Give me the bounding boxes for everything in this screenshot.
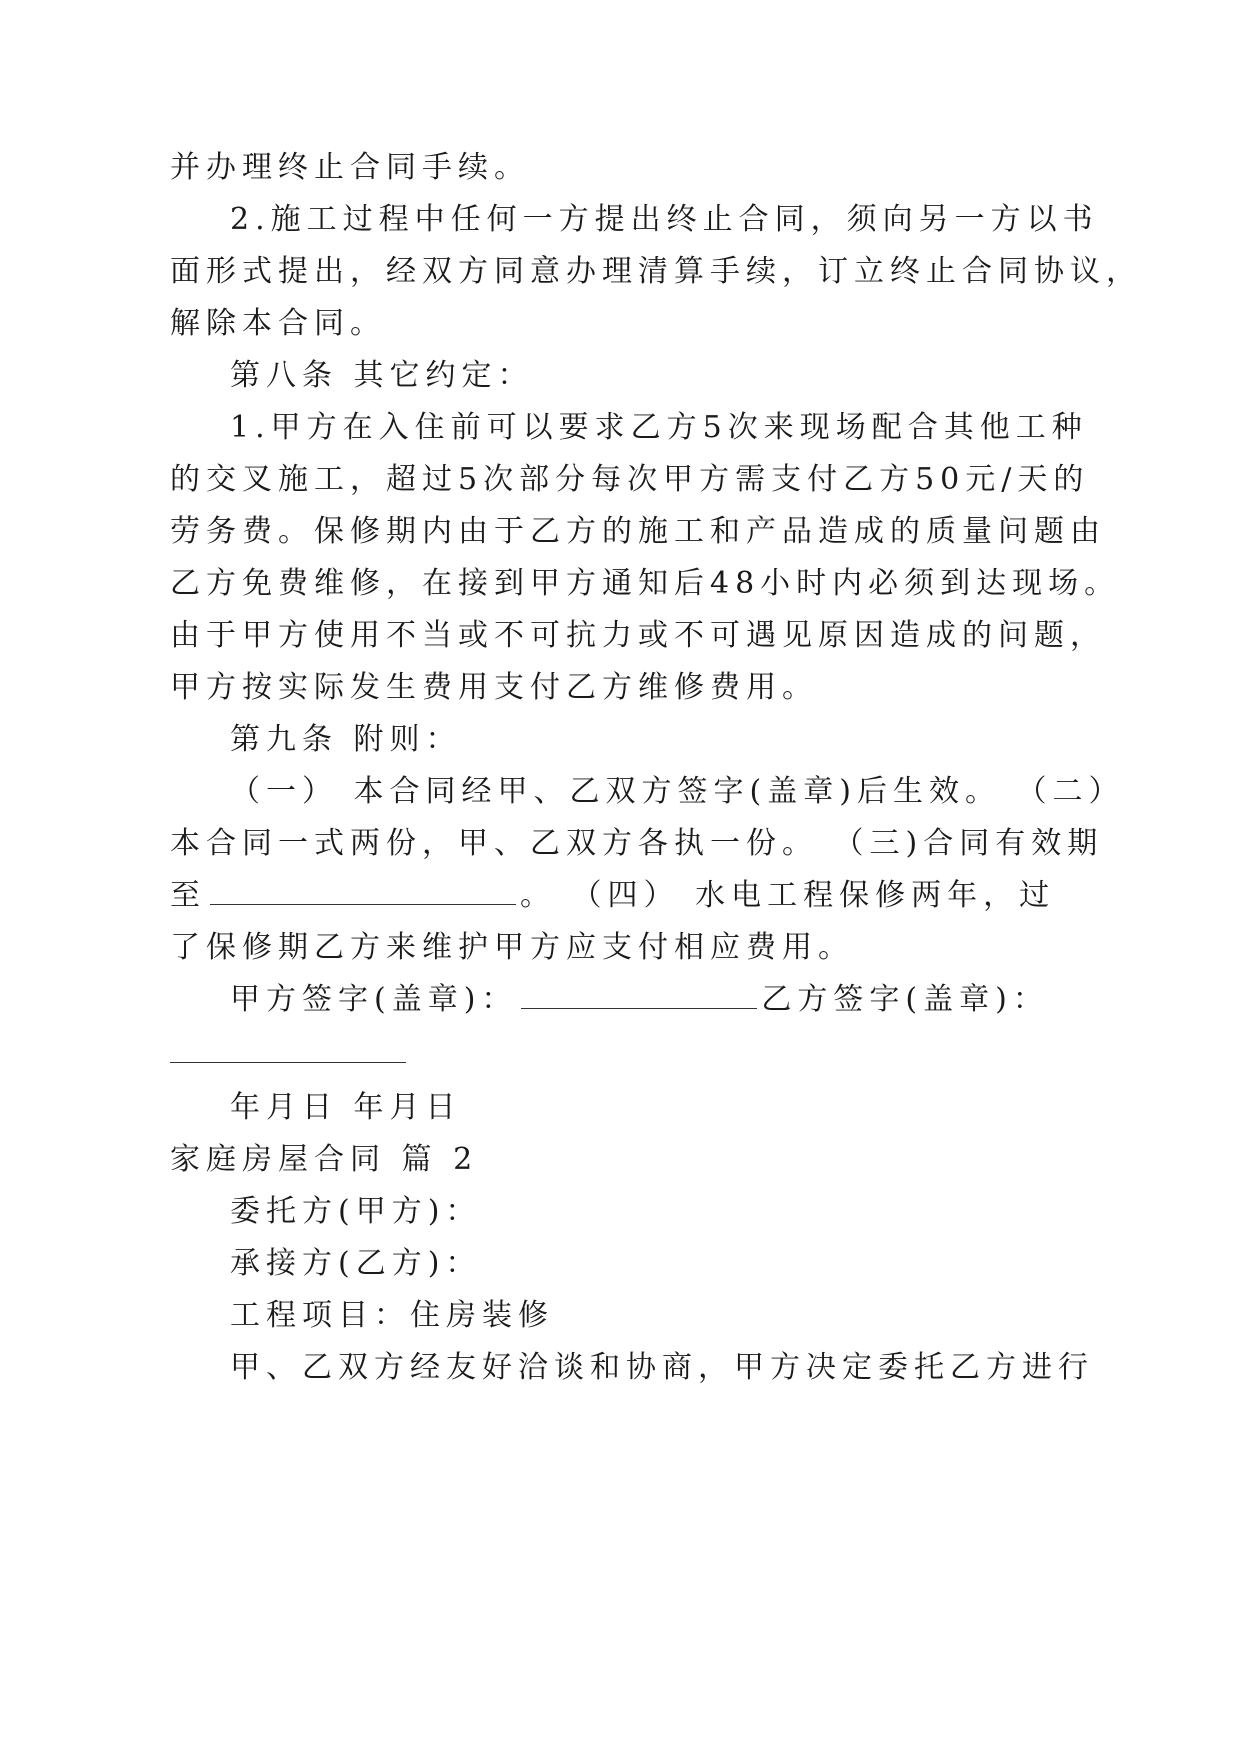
paragraph-line: 面形式提出，经双方同意办理清算手续，订立终止合同协议，	[170, 254, 1142, 289]
paragraph-line: 甲、乙双方经友好洽谈和协商，甲方决定委托乙方进行	[230, 1350, 1094, 1385]
signature-line	[230, 980, 1049, 1020]
paragraph-line: （一） 本合同经甲、乙双方签字(盖章)后生效。 （二）	[230, 774, 1125, 809]
paragraph-line: 了保修期乙方来维护甲方应支付相应费用。	[170, 930, 854, 965]
paragraph-line: 乙方免费维修，在接到甲方通知后48小时内必须到达现场。	[170, 566, 1121, 601]
party-b-signature-blank	[170, 1062, 406, 1063]
paragraph-line: 的交叉施工，超过5次部分每次甲方需支付乙方50元/天的	[170, 462, 1090, 497]
paragraph-line: 并办理终止合同手续。	[170, 150, 530, 185]
client-party-line: 委托方(甲方)：	[230, 1194, 482, 1229]
contract-title: 家庭房屋合同 篇 2	[170, 1142, 479, 1177]
paragraph-line: 劳务费。保修期内由于乙方的施工和产品造成的质量问题由	[170, 514, 1106, 549]
validity-line	[170, 876, 1055, 916]
date-line: 年月日 年月日	[230, 1090, 462, 1125]
validity-blank	[210, 898, 516, 905]
paragraph-line: 1.甲方在入住前可以要求乙方5次来现场配合其他工种	[230, 410, 1088, 445]
project-line: 工程项目：住房装修	[230, 1298, 554, 1333]
section-heading: 第八条 其它约定：	[230, 358, 534, 393]
section-heading: 第九条 附则：	[230, 722, 462, 757]
paragraph-line: 由于甲方使用不当或不可抗力或不可遇见原因造成的问题，	[170, 618, 1106, 653]
party-a-signature-label: 甲方签字(盖章)：	[230, 982, 518, 1017]
paragraph-line: 本合同一式两份，甲、乙双方各执一份。 （三)合同有效期	[170, 826, 1104, 861]
paragraph-line: 甲方按实际发生费用支付乙方维修费用。	[170, 670, 818, 705]
paragraph-line: 2.施工过程中任何一方提出终止合同，须向另一方以书	[230, 202, 1099, 237]
paragraph-line: 解除本合同。	[170, 306, 386, 341]
party-b-signature-label: 乙方签字(盖章)：	[761, 982, 1049, 1017]
contractor-party-line: 承接方(乙方)：	[230, 1246, 482, 1281]
validity-suffix: 。 （四） 水电工程保修两年，过	[520, 878, 1056, 913]
validity-prefix: 至	[170, 878, 206, 913]
party-a-signature-blank	[521, 1002, 757, 1009]
